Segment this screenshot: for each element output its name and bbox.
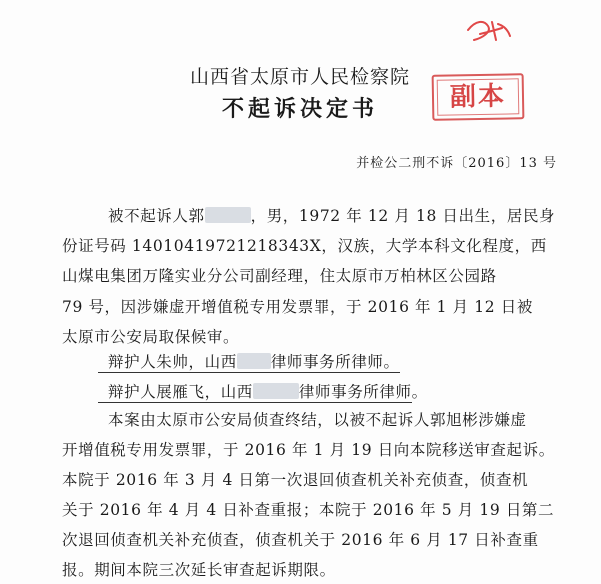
case-line-4: 关于 2016 年 4 月 4 日补查重报；本院于 2016 年 5 月 19 日第二: [62, 501, 555, 519]
case-line-3: 本院于 2016 年 3 月 4 日第一次退回侦查机关补充侦查，侦查机: [62, 471, 529, 489]
document-title: 不起诉决定书: [221, 96, 378, 122]
copy-stamp: [432, 73, 525, 121]
document-number: 并检公二刑不诉〔2016〕13 号: [356, 156, 557, 171]
handwritten-mark: [462, 16, 514, 46]
case-line-5: 次退回侦查机关补充侦查，侦查机关于 2016 年 6 月 17 日补查重: [62, 531, 539, 549]
stamp-text: 副本: [449, 81, 507, 113]
redaction-lawfirm-1: [237, 353, 271, 369]
redaction-lawfirm-2: [253, 383, 299, 399]
case-line-2: 开增值税专用发票罪，于 2016 年 1 月 19 日向本院移送审查起诉。: [62, 441, 555, 459]
case-line-6: 报。期间本院三次延长审查起诉期限。: [62, 561, 336, 579]
defender-1-underline: [98, 372, 400, 373]
body-line-4: 79 号，因涉嫌虚开增值税专用发票罪，于 2016 年 1 月 12 日被: [62, 298, 533, 316]
defender-2: 辩护人展雁飞，山西 律师事务所律师。: [108, 383, 428, 401]
organization-name: 山西省太原市人民检察院: [189, 66, 410, 88]
case-line-1: 本案由太原市公安局侦查终结，以被不起诉人郭旭彬涉嫌虚: [108, 411, 527, 429]
stamp-inner-border: [437, 78, 520, 115]
body-line-1: 被不起诉人郭 ，男，1972 年 12 月 18 日出生，居民身: [108, 207, 556, 225]
redaction-name: [205, 207, 251, 223]
defender-1: 辩护人朱帅，山西 律师事务所律师。: [108, 353, 400, 371]
body-line-5: 太原市公安局取保候审。: [62, 328, 240, 346]
body-line-3: 山煤电集团万隆实业分公司副经理，住太原市万柏林区公园路: [62, 267, 497, 285]
defender-2-underline: [98, 402, 412, 403]
body-line-2: 份证号码 14010419721218343X，汉族，大学本科文化程度，西: [62, 237, 547, 255]
